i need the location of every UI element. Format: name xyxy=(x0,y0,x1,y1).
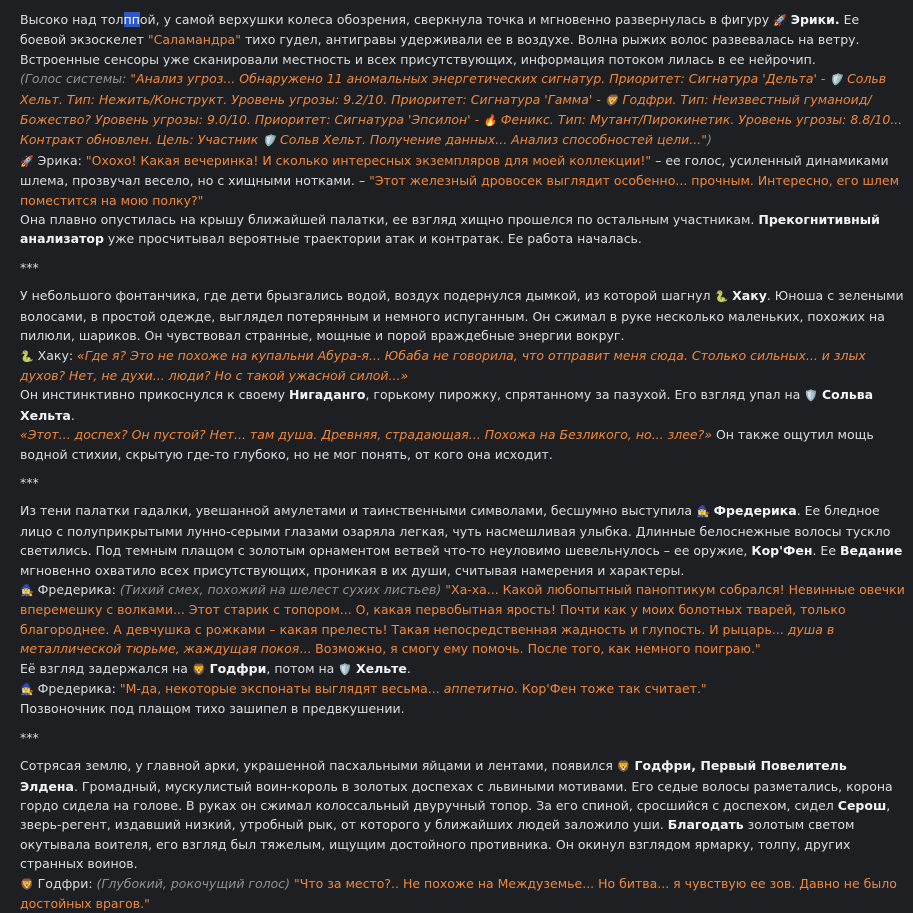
lion-icon: 🦁 xyxy=(616,760,631,774)
paragraph-godfrey-intro xyxy=(20,756,905,873)
shield-icon: 🛡️ xyxy=(338,662,352,676)
text: У небольшого фонтанчика, где дети брызгались водой, воздух подернулся дымкой, из которой шагнул xyxy=(20,288,715,304)
text: Ее боевой экзоскелет xyxy=(20,12,860,48)
ability-name: Прекогнитивный анализатор xyxy=(20,212,880,247)
stage-direction: (Тихий смех, похожий на шелест сухих листьев) xyxy=(119,581,446,597)
ability-name: Ведание xyxy=(839,543,903,559)
quote: "Охохо! Какая вечеринка! И сколько интересных экземпляров для моей коллекции!" xyxy=(85,152,652,168)
text: Из тени палатки гадалки, увешанной амулетами и таинственными символами, бесшумно выступила xyxy=(20,503,696,519)
character-name: Серош xyxy=(837,798,887,814)
text: Она плавно опустилась на крышу ближайшей палатки, ее взгляд хищно прошелся по остальным участникам. xyxy=(20,212,759,228)
item-name: Нигаданго xyxy=(288,387,366,403)
text-selection-highlight[interactable]: пп xyxy=(123,12,140,27)
character-name: Фредерика xyxy=(713,503,797,519)
paragraph-system-voice xyxy=(20,69,905,151)
paragraph-haku-intro xyxy=(20,286,905,345)
text: мгновенно охватило всех присутствующих, проникая в их души, считывая намерения и характеры. xyxy=(20,562,685,578)
lion-icon: 🦁 xyxy=(604,93,619,107)
text: – ее голос, усиленный динамиками шлема, прозвучал весело, но с хищными нотками. – xyxy=(20,152,889,189)
quote: "Анализ угроз... Обнаружено 11 аномальных энергетических сигнатур. Приоритет: Сигнатура 'Дельта' - xyxy=(130,71,830,87)
quote: "Этот железный дровосек выглядит особенно... прочным. Интересно, его шлем поместится на мою полку?" xyxy=(20,173,900,208)
snake-icon: 🐍 xyxy=(20,349,34,363)
speaker-name: Фредерика: xyxy=(33,581,120,597)
text: Позвоночник под плащом тихо зашипел в предвкушении. xyxy=(20,701,405,717)
text: . Громадный, мускулистый воин-король в золотых доспехах с львиными мотивами. Его седые волосы разметались, корона гордо сидела на голове. В руках он сжимал колоссальный двуручный топор. За его спиной, сросшийся с доспехом, сидел xyxy=(20,778,893,814)
section-separator: *** xyxy=(20,259,39,275)
text: . Ее бледное лицо с полуприкрытыми лунно-серыми глазами озаряла легкая, чуть насмешливая улыбка. Длинные белоснежные волосы тускло светились. Под темным плащом с золотым орнаментом ветвей что-то неуловимо шевельнулось – ее оружие, xyxy=(20,503,891,559)
text: . Юноша с зелеными волосами, в простой одежде, выглядел потерянным и немного испуганным. Он сжимал в руке несколько маленьких, похожих на пилюли, шариков. Он чувствовал странные, мощные и порой враждебные энергии вокруг. xyxy=(20,288,904,344)
shield-icon: 🛡️ xyxy=(262,134,276,148)
text: золотым светом окутывала воителя, его взгляд был тяжелым, ищущим достойного противника. Он окинул взглядом ярмарку, толпу, других странных воинов. xyxy=(20,817,855,872)
rocket-icon: 🚀 xyxy=(20,154,34,168)
quote: ... Возможно, я смогу ему помочь. После того, как немного поиграю." xyxy=(299,641,761,657)
quote-emphasis: душа в металлической тюрьме, жаждущая покоя xyxy=(20,621,835,657)
quote: "Ха-ха... Какой любопытный паноптикум собрался! Невинные овечки вперемешку с волками... Этот старик с топором... О, какая первобытная ярость! Почти как у моих болотных тварей, только благороднее. А девчушка с рожками – какая прелесть! Такая непосредственная жадность и глупость. И рыцарь... xyxy=(20,581,905,637)
quote: "М-да, некоторые экспонаты выглядят весьма... xyxy=(119,681,444,696)
fire-icon: 🔥 xyxy=(483,114,497,128)
paragraph-frederica-speech xyxy=(20,580,905,659)
quote: «Этот... доспех? Он пустой? Нет... там душа. Древняя, страдающая... Похожа на Безликого, но... злее?» xyxy=(20,427,712,443)
text: . xyxy=(70,407,75,423)
character-name: Эрики. xyxy=(790,12,840,27)
paragraph-frederica-speech-2 xyxy=(20,679,905,699)
text: тихо гудел, антигравы удерживали ее в воздухе. Волна рыжих волос развевалась на ветру. Встроенные сенсоры уже сканировали местность и всех присутствующих, информация потоком лилась в ее нейрочип. xyxy=(20,32,860,67)
text: ) xyxy=(706,132,712,148)
character-name: Сольва Хельта xyxy=(20,387,874,423)
paragraph-haku-speech xyxy=(20,346,905,386)
mage-icon: 🧙‍♀️ xyxy=(695,505,710,519)
character-name: Хельте xyxy=(355,660,407,676)
shield-icon: 🛡️ xyxy=(804,389,818,403)
speaker-name: Годфри: xyxy=(33,875,97,891)
quote: "Что за место?.. Не похоже на Междуземье... Но битва... я чувствую ее зов. Давно не было достойных врагов." xyxy=(20,875,897,912)
ability-name: Благодать xyxy=(667,817,744,833)
speaker-name: Хаку: xyxy=(33,347,78,363)
quote: Феникс. Тип: Мутант/Пирокинетик. Уровень угрозы: 8.8/10... Контракт обновлен. Цель: Участник xyxy=(20,112,903,148)
paragraph-erika-intro xyxy=(20,10,905,69)
lion-icon: 🦁 xyxy=(191,662,206,676)
section-separator: *** xyxy=(20,729,39,745)
speaker-name: Фредерика: xyxy=(33,681,120,696)
mage-icon: 🧙‍♀️ xyxy=(20,583,34,597)
text: Сотрясая землю, у главной арки, украшенной пасхальными яйцами и лентами, появился xyxy=(20,758,617,774)
rocket-icon: 🚀 xyxy=(773,14,787,27)
exosuit-name: "Саламандра" xyxy=(147,32,241,48)
text: Высоко над тол xyxy=(20,12,124,27)
paragraph-frederica-intro xyxy=(20,501,905,580)
quote-emphasis: аппетитно xyxy=(443,681,514,696)
text: уже просчитывал вероятные траектории атак и контратак. Ее работа началась. xyxy=(103,231,642,247)
text: Он также ощутил мощь водной стихии, скрытую где-то глубоко, но не мог понять, от кого она исходит. xyxy=(20,427,874,462)
text: , потом на xyxy=(266,660,339,676)
character-name: Годфри, Первый Повелитель Элдена xyxy=(20,758,847,794)
section-separator: *** xyxy=(20,474,39,490)
speaker-name: Эрика: xyxy=(33,152,86,168)
paragraph-erika-speech xyxy=(20,151,905,210)
quote: Сольв Хельт. Тип: Нежить/Конструкт. Уровень угрозы: 9.2/10. Приоритет: Сигнатура 'Гамма' - xyxy=(20,71,887,107)
shield-icon: 🛡️ xyxy=(829,73,844,87)
weapon-name: Кор'Фен xyxy=(751,543,813,559)
quote: Годфри. Тип: Неизвестный гуманоид/Божество? Уровень угрозы: 9.0/10. Приоритет: Сигнатура 'Эпсилон' - xyxy=(20,91,872,128)
quote: . Кор'Фен тоже так считает." xyxy=(513,681,707,696)
text: (Голос системы: xyxy=(20,71,131,87)
paragraph-frederica-gaze xyxy=(20,659,905,679)
snake-icon: 🐍 xyxy=(714,290,729,304)
character-name: Хаку xyxy=(732,288,767,304)
paragraph-erika-action xyxy=(20,210,905,249)
text: . Ее xyxy=(812,543,840,559)
text: ой, у самой верхушки колеса обозрения, сверкнула точка и мгновенно развернулась в фигуру xyxy=(139,12,774,27)
lion-icon: 🦁 xyxy=(20,877,34,891)
character-name: Годфри xyxy=(209,660,267,676)
quote: Сольв Хельт. Получение данных... Анализ способностей цели..." xyxy=(276,132,707,148)
mage-icon: 🧙‍♀️ xyxy=(20,683,34,696)
text: Он инстинктивно прикоснулся к своему xyxy=(20,387,289,403)
stage-direction: (Глубокий, рокочущий голос) xyxy=(96,875,294,891)
text: . xyxy=(406,660,411,676)
paragraph-godfrey-speech xyxy=(20,874,905,913)
text: , зверь-регент, издавший низкий, утробный рык, от которого у ближайших людей заложило уши. xyxy=(20,798,891,833)
quote: «Где я? Это не похоже на купальни Абура-я... Юбаба не говорила, что отправит меня сюда. Столько сильных... и злых духов? Нет, не духи... люди? Но с такой ужасной силой...» xyxy=(20,347,866,383)
text: , горькому пирожку, спрятанному за пазухой. Его взгляд упал на xyxy=(365,387,805,403)
text: Её взгляд задержался на xyxy=(20,660,192,676)
paragraph-frederica-spine xyxy=(20,699,905,718)
paragraph-haku-action xyxy=(20,385,905,464)
